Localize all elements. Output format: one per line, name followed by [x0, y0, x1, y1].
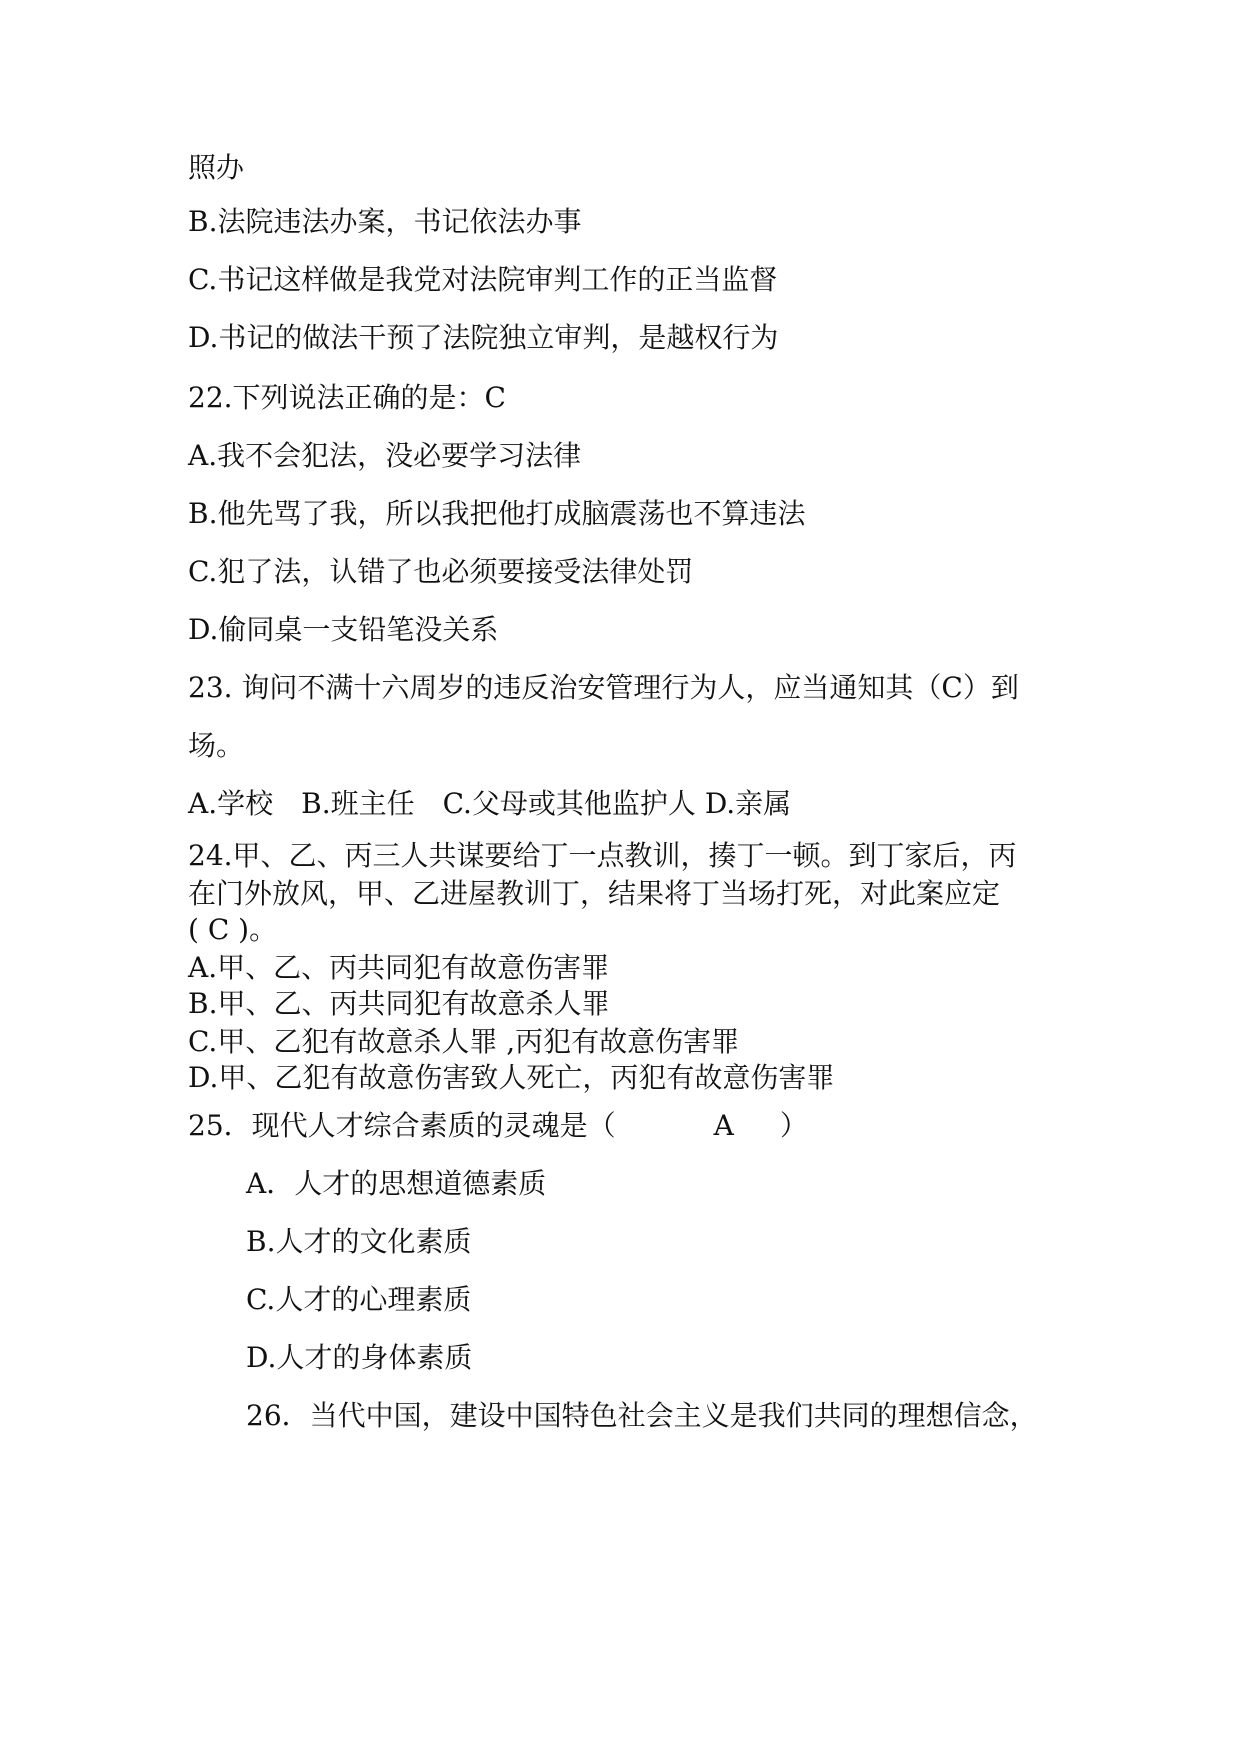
q25-question-suffix: ） — [779, 1109, 808, 1142]
q23-question-line2: 场。 — [188, 729, 245, 762]
q22-option-c: C.犯了法，认错了也必须要接受法律处罚 — [188, 555, 694, 588]
q21-option-c: C.书记这样做是我党对法院审判工作的正当监督 — [188, 263, 778, 296]
q25-answer: A — [713, 1109, 734, 1142]
q24-question-line1: 24.甲、乙、丙三人共谋要给丁一点教训，揍丁一顿。到丁家后，丙 — [188, 839, 1017, 872]
q25-option-b: B.人才的文化素质 — [246, 1225, 472, 1258]
q24-option-d: D.甲、乙犯有故意伤害致人死亡，丙犯有故意伤害罪 — [188, 1061, 835, 1094]
q22-option-b: B.他先骂了我，所以我把他打成脑震荡也不算违法 — [188, 497, 806, 530]
q24-question-line3: ( C )。 — [188, 913, 278, 946]
q24-question-line2: 在门外放风，甲、乙进屋教训丁，结果将丁当场打死，对此案应定 — [188, 877, 1001, 910]
q25-option-c: C.人才的心理素质 — [246, 1283, 472, 1316]
q22-option-d: D.偷同桌一支铅笔没关系 — [188, 613, 499, 646]
q21-option-d: D.书记的做法干预了法院独立审判，是越权行为 — [188, 321, 779, 354]
q22-question: 22.下列说法正确的是：C — [188, 381, 506, 414]
q22-option-a: A.我不会犯法，没必要学习法律 — [188, 439, 582, 472]
q21-option-b: B.法院违法办案，书记依法办事 — [188, 205, 582, 238]
q24-option-b: B.甲、乙、丙共同犯有故意杀人罪 — [188, 987, 610, 1020]
q23-options-line: A.学校 B.班主任 C.父母或其他监护人 D.亲属 — [188, 787, 792, 820]
q25-option-a: A．人才的思想道德素质 — [246, 1167, 547, 1200]
q24-option-a: A.甲、乙、丙共同犯有故意伤害罪 — [188, 951, 610, 984]
q25-question-prefix: 25．现代人才综合素质的灵魂是（ — [188, 1109, 616, 1142]
q26-question-line1: 26．当代中国，建设中国特色社会主义是我们共同的理想信念， — [246, 1399, 1038, 1432]
q25-option-d: D.人才的身体素质 — [246, 1341, 473, 1374]
q21-continued-line: 照办 — [188, 151, 245, 184]
q24-option-c: C.甲、乙犯有故意杀人罪 ,丙犯有故意伤害罪 — [188, 1025, 740, 1058]
q25-question — [188, 1108, 808, 1144]
q23-question-line1: 23. 询问不满十六周岁的违反治安管理行为人，应当通知其（C）到 — [188, 671, 1019, 704]
